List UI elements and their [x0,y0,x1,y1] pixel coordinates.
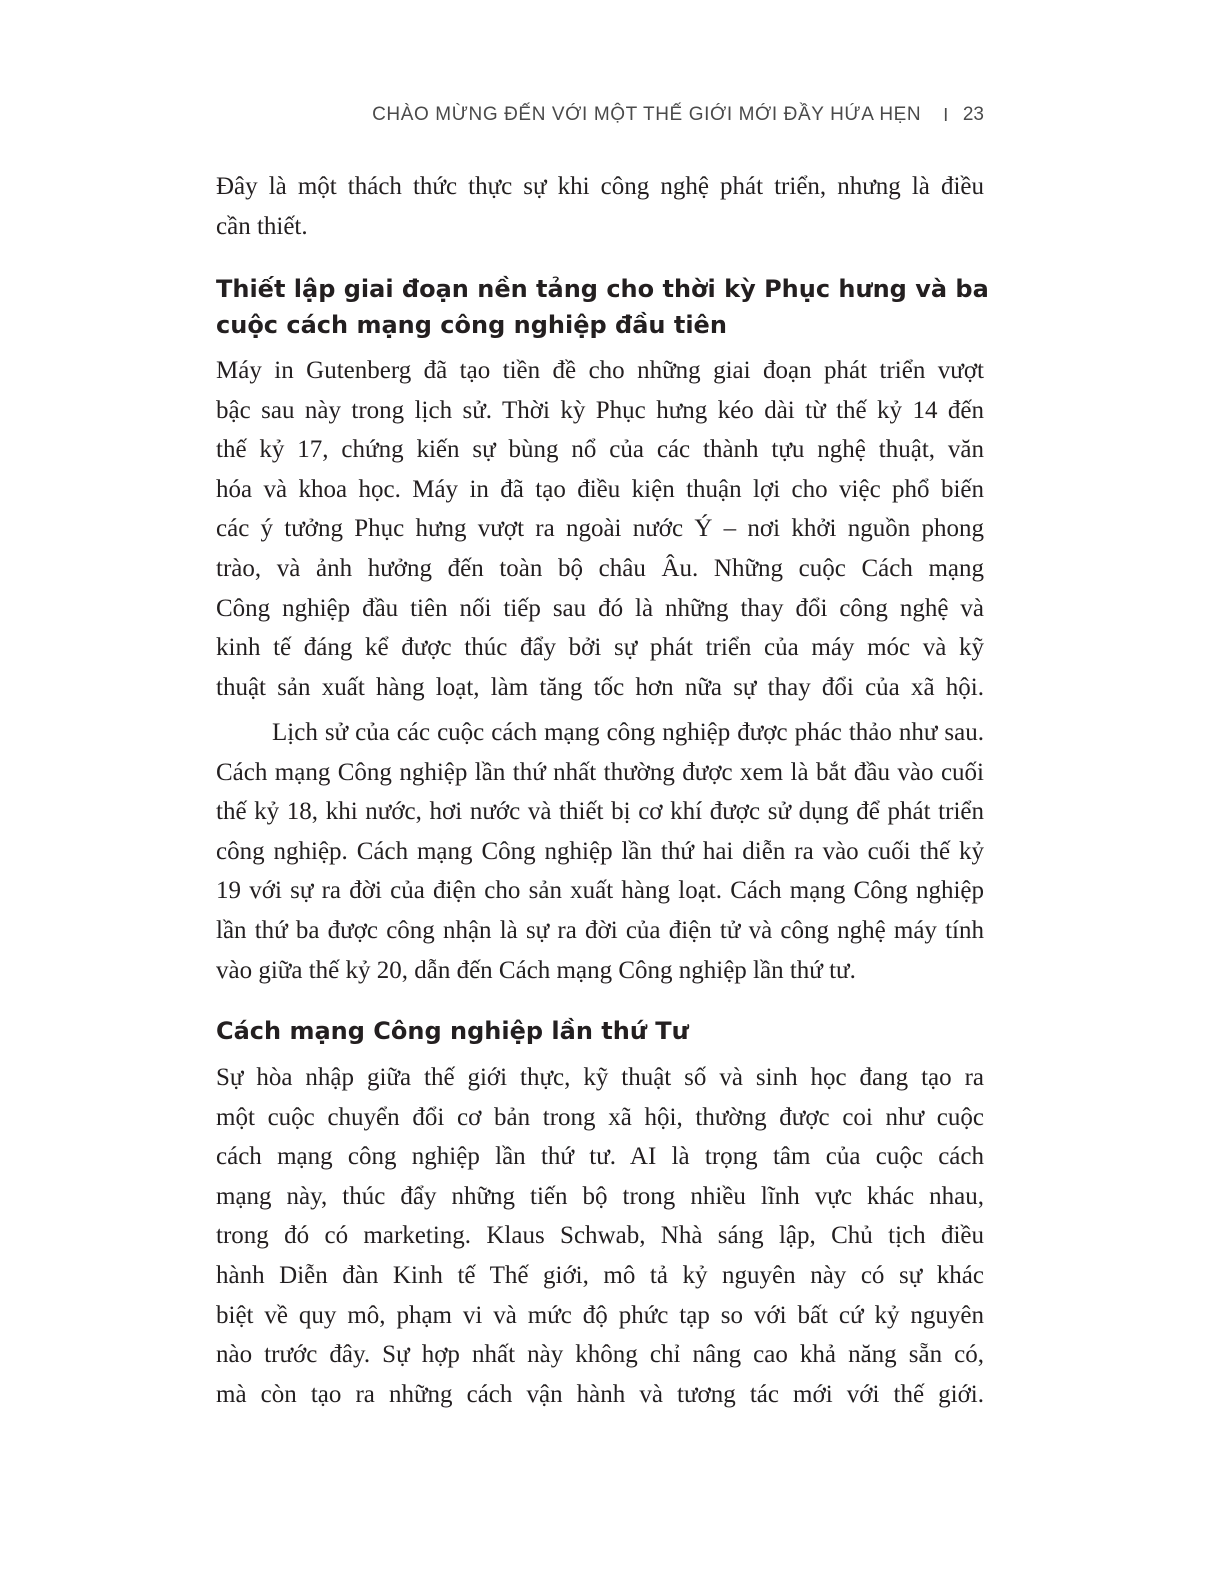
text-line: cần thiết. [216,212,308,240]
paragraph-intro [216,167,984,246]
text-line: mạng này, thúc đẩy những tiến bộ trong nhiều lĩnh vực khác nhau, [216,1182,984,1210]
paragraph-history [216,713,984,990]
text-line: cách mạng công nghiệp lần thứ tư. AI là trọng tâm của cuộc cách [216,1143,984,1171]
text-line: Cách mạng Công nghiệp lần thứ nhất thường được xem là bắt đầu vào cuối [216,758,984,786]
text-line: hóa và khoa học. Máy in đã tạo điều kiện thuận lợi cho việc phổ biến [216,475,984,503]
text-line: mà còn tạo ra những cách vận hành và tương tác mới với thế giới. [216,1380,984,1408]
text-line: thế kỷ 17, chứng kiến sự bùng nổ của các thành tựu nghệ thuật, văn [216,436,984,464]
text-line: công nghiệp. Cách mạng Công nghiệp lần thứ hai diễn ra vào cuối thế kỷ [216,837,984,865]
text-line: các ý tưởng Phục hưng vượt ra ngoài nước Ý – nơi khởi nguồn phong [216,515,984,543]
header-separator: I [943,104,949,125]
text-line: bậc sau này trong lịch sử. Thời kỳ Phục hưng kéo dài từ thế kỷ 14 đến [216,396,984,424]
heading-line: Thiết lập giai đoạn nền tảng cho thời kỳ Phục hưng và ba [216,275,989,303]
chapter-title: CHÀO MỪNG ĐẾN VỚI MỘT THẾ GIỚI MỚI ĐẦY HỨA HẸN [372,104,922,125]
text-line: lần thứ ba được công nhận là sự ra đời của điện tử và công nghệ máy tính [216,916,984,944]
running-header [372,104,984,126]
text-line: kinh tế đáng kể được thúc đẩy bởi sự phát triển của máy móc và kỹ [216,634,984,662]
heading-line: cuộc cách mạng công nghiệp đầu tiên [216,311,727,339]
text-line: Sự hòa nhập giữa thế giới thực, kỹ thuật số và sinh học đang tạo ra [216,1064,984,1091]
text-line: thế kỷ 18, khi nước, hơi nước và thiết bị cơ khí được sử dụng để phát triển [216,798,984,826]
section-heading-renaissance [216,271,989,343]
text-line: trào, và ảnh hưởng đến toàn bộ châu Âu. Những cuộc Cách mạng [216,554,984,582]
text-line: Lịch sử của các cuộc cách mạng công nghiệp được phác thảo như sau. [272,719,984,746]
page-number: 23 [962,104,984,125]
text-line: hành Diễn đàn Kinh tế Thế giới, mô tả kỷ nguyên này có sự khác [216,1261,984,1289]
text-line: biệt về quy mô, phạm vi và mức độ phức tạp so với bất cứ kỷ nguyên [216,1301,984,1329]
text-line: trong đó có marketing. Klaus Schwab, Nhà sáng lập, Chủ tịch điều [216,1222,984,1250]
text-line: nào trước đây. Sự hợp nhất này không chỉ nâng cao khả năng sẵn có, [216,1341,984,1369]
text-line: vào giữa thế kỷ 20, dẫn đến Cách mạng Công nghiệp lần thứ tư. [216,956,856,984]
text-line: một cuộc chuyển đổi cơ bản trong xã hội, thường được coi như cuộc [216,1103,984,1131]
paragraph-fourth-revolution [216,1058,984,1414]
text-line: Đây là một thách thức thực sự khi công nghệ phát triển, nhưng là điều [216,173,984,200]
text-line: Công nghiệp đầu tiên nối tiếp sau đó là những thay đổi công nghệ và [216,594,984,622]
text-line: Máy in Gutenberg đã tạo tiền đề cho những giai đoạn phát triển vượt [216,357,984,384]
section-heading-fourth-revolution [216,1013,984,1049]
heading-line: Cách mạng Công nghiệp lần thứ Tư [216,1017,689,1045]
text-line: 19 với sự ra đời của điện cho sản xuất hàng loạt. Cách mạng Công nghiệp [216,877,984,905]
paragraph-gutenberg [216,351,984,707]
text-line: thuật sản xuất hàng loạt, làm tăng tốc hơn nữa sự thay đổi của xã hội. [216,673,984,701]
